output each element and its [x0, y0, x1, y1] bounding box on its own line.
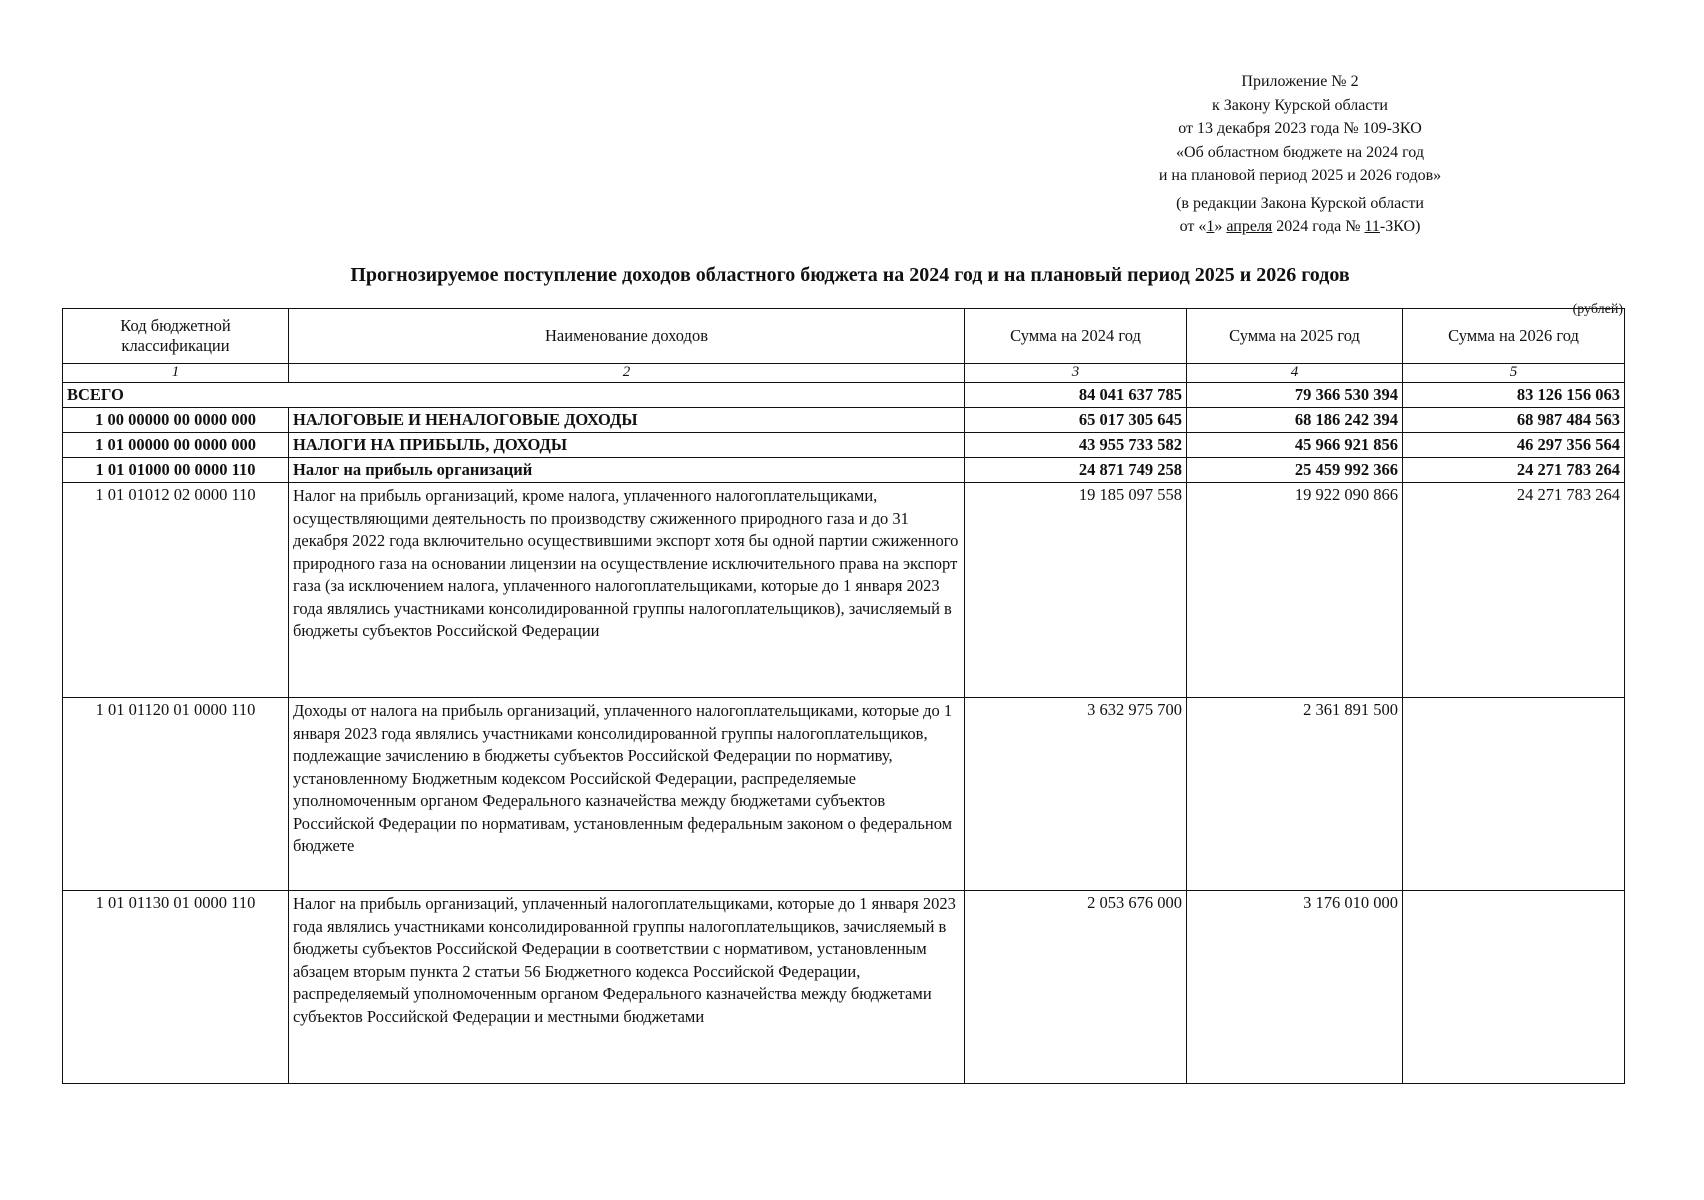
- row-2024: 24 871 749 258: [965, 458, 1187, 483]
- row-2025: 45 966 921 856: [1187, 433, 1403, 458]
- total-label: ВСЕГО: [63, 383, 965, 408]
- header-2026: Сумма на 2026 год: [1403, 309, 1625, 364]
- row-code: 1 01 01000 00 0000 110: [63, 458, 289, 483]
- row-2026: [1403, 891, 1625, 1084]
- row-2024: 19 185 097 558: [965, 483, 1187, 698]
- column-number: 3: [965, 364, 1187, 383]
- row-2025: 68 186 242 394: [1187, 408, 1403, 433]
- row-name: НАЛОГИ НА ПРИБЫЛЬ, ДОХОДЫ: [289, 433, 965, 458]
- row-code: 1 01 01120 01 0000 110: [63, 698, 289, 891]
- revision-law-suffix: -ЗКО): [1379, 218, 1421, 235]
- column-number: 2: [289, 364, 965, 383]
- header-2024: Сумма на 2024 год: [965, 309, 1187, 364]
- appendix-header: [1100, 70, 1500, 239]
- row-2025: 3 176 010 000: [1187, 891, 1403, 1084]
- row-2026: 68 987 484 563: [1403, 408, 1625, 433]
- total-2026: 83 126 156 063: [1403, 383, 1625, 408]
- table-header-row: [63, 309, 1625, 364]
- appendix-law-title-1: «Об областном бюджете на 2024 год: [1176, 143, 1424, 161]
- row-2026: 46 297 356 564: [1403, 433, 1625, 458]
- revision-date-sep: »: [1214, 218, 1227, 235]
- table-row: [63, 458, 1625, 483]
- row-name: Доходы от налога на прибыль организаций, уплаченного налогоплательщиками, которые до 1 января 2023 года являлись участниками консолидированной группы налогоплательщиков, подлежащие зачислению в бюджеты субъектов Российской Федерации по нормативу, установленному Бюджетным кодексом Российской Федерации, распределяемые уполномоченным органом Федерального казначейства между бюджетами субъектов Российской Федерации по нормативам, установленным федеральным законом о федеральном бюджете: [289, 698, 965, 891]
- row-2024: 3 632 975 700: [965, 698, 1187, 891]
- table-row: [63, 483, 1625, 698]
- table-row: [63, 891, 1625, 1084]
- row-2024: 43 955 733 582: [965, 433, 1187, 458]
- revenue-table: [62, 308, 1625, 1084]
- row-2025: 19 922 090 866: [1187, 483, 1403, 698]
- row-2026: 24 271 783 264: [1403, 458, 1625, 483]
- row-2025: 25 459 992 366: [1187, 458, 1403, 483]
- header-code: Код бюджетной классификации: [63, 309, 289, 364]
- appendix-revision: (в редакции Закона Курской области: [1176, 194, 1424, 212]
- header-name: Наименование доходов: [289, 309, 965, 364]
- appendix-revision-date: [1100, 215, 1500, 239]
- row-2026: 24 271 783 264: [1403, 483, 1625, 698]
- total-row: [63, 383, 1625, 408]
- appendix-law-title-2: и на плановой период 2025 и 2026 годов»: [1158, 167, 1442, 184]
- revision-date-prefix: от «: [1179, 218, 1207, 235]
- appendix-law-ref: к Закону Курской области: [1212, 96, 1388, 114]
- revision-year: 2024 года №: [1272, 218, 1365, 235]
- column-number: 5: [1403, 364, 1625, 383]
- row-name: Налог на прибыль организаций, кроме налога, уплаченного налогоплательщиками, осуществляющими деятельность по производству сжиженного природного газа и до 31 декабря 2022 года включительно осуществившими экспорт хотя бы одной партии сжиженного природного газа на основании лицензии на осуществление исключительного права на экспорт газа (за исключением налога, уплаченного налогоплательщиками, которые до 1 января 2023 года являлись участниками консолидированной группы налогоплательщиков), зачисляемый в бюджеты субъектов Российской Федерации: [289, 483, 965, 698]
- table-row: [63, 698, 1625, 891]
- row-name: Налог на прибыль организаций: [289, 458, 965, 483]
- column-number: 4: [1187, 364, 1403, 383]
- table-row: [63, 433, 1625, 458]
- row-2024: 65 017 305 645: [965, 408, 1187, 433]
- document-title: Прогнозируемое поступление доходов областного бюджета на 2024 год и на плановый период 2025 и 2026 годов: [350, 264, 1350, 286]
- header-2025: Сумма на 2025 год: [1187, 309, 1403, 364]
- row-code: 1 01 00000 00 0000 000: [63, 433, 289, 458]
- appendix-number: Приложение № 2: [1241, 73, 1359, 90]
- table-row: [63, 408, 1625, 433]
- total-2024: 84 041 637 785: [965, 383, 1187, 408]
- row-name: НАЛОГОВЫЕ И НЕНАЛОГОВЫЕ ДОХОДЫ: [289, 408, 965, 433]
- revision-law-number: 11: [1364, 218, 1380, 235]
- appendix-law-date: от 13 декабря 2023 года № 109-ЗКО: [1178, 120, 1422, 137]
- row-code: 1 00 00000 00 0000 000: [63, 408, 289, 433]
- total-2025: 79 366 530 394: [1187, 383, 1403, 408]
- column-number-row: [63, 364, 1625, 383]
- row-code: 1 01 01130 01 0000 110: [63, 891, 289, 1084]
- unit-label: (рублей): [1572, 302, 1623, 317]
- row-name: Налог на прибыль организаций, уплаченный налогоплательщиками, которые до 1 января 2023 года являлись участниками консолидированной группы налогоплательщиков, зачисляемый в бюджеты субъектов Российской Федерации в соответствии с нормативом, установленным абзацем вторым пункта 2 статьи 56 Бюджетного кодекса Российской Федерации, распределяемый уполномоченным органом Федерального казначейства между бюджетами субъектов Российской Федерации и местными бюджетами: [289, 891, 965, 1084]
- revision-month: апреля: [1226, 218, 1273, 235]
- column-number: 1: [63, 364, 289, 383]
- row-code: 1 01 01012 02 0000 110: [63, 483, 289, 698]
- revision-day: 1: [1206, 218, 1215, 235]
- row-2026: [1403, 698, 1625, 891]
- row-2024: 2 053 676 000: [965, 891, 1187, 1084]
- row-2025: 2 361 891 500: [1187, 698, 1403, 891]
